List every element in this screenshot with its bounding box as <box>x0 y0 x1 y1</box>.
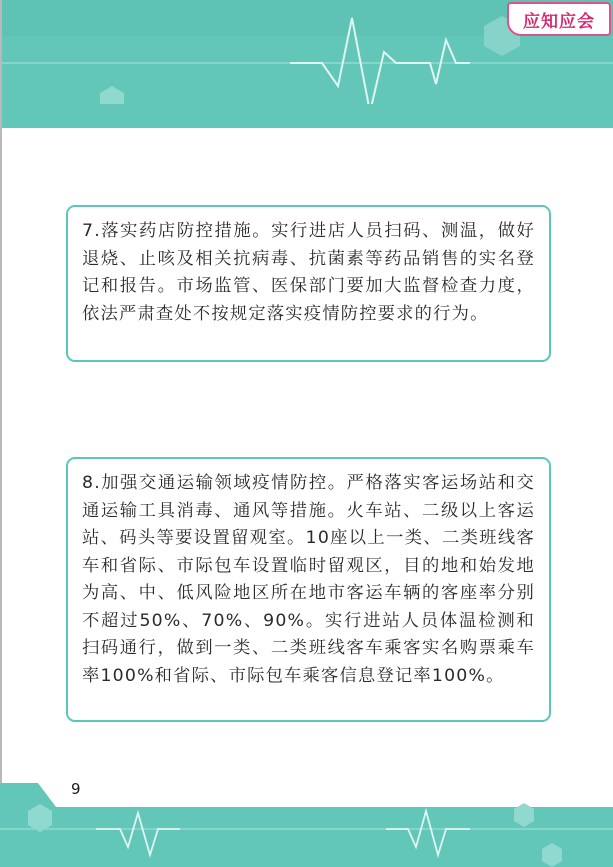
footer-decoration <box>0 777 613 867</box>
measure-card-7 <box>66 205 551 362</box>
page-edge <box>0 0 2 867</box>
measure-text-8: 8.加强交通运输领域疫情防控。严格落实客运场站和交通运输工具消毒、通风等措施。火车站、二级以上客运站、码头等要设置留观室。10座以上一类、二类班线客车和省际、市际包车设置临时留观区，目的地和始发地为高、中、低风险地区所在地市客运车辆的客座率分别不超过50%、70%、90%。实行进站人员体温检测和扫码通行，做到一类、二类班线客车乘客实名购票乘车率100%和省际、市际包车乘客信息登记率100%。 <box>82 473 535 686</box>
measure-card-8 <box>66 457 551 722</box>
measure-text-7: 7.落实药店防控措施。实行进店人员扫码、测温，做好退烧、止咳及相关抗病毒、抗菌素等药品销售的实名登记和报告。市场监管、医保部门要加大监督检查力度，依法严肃查处不按规定落实疫情防控要求的行为。 <box>82 221 535 324</box>
category-badge <box>507 2 611 36</box>
page-number: 9 <box>71 780 81 798</box>
badge-label: 应知应会 <box>523 11 595 32</box>
footer-banner <box>0 777 613 867</box>
header-banner <box>0 0 613 128</box>
